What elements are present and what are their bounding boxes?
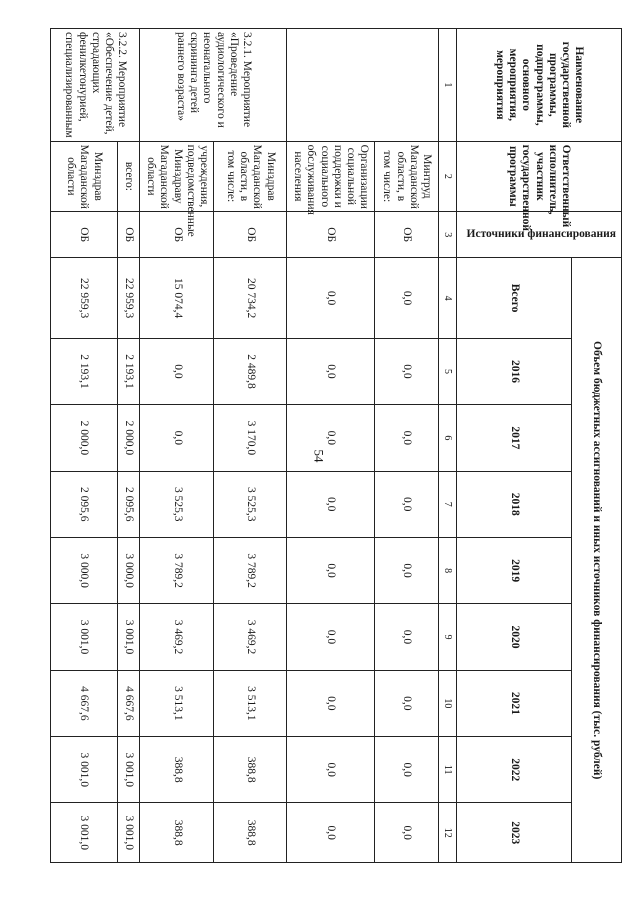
column-index-row [439, 29, 457, 863]
value-cell: 0,0 [374, 604, 438, 670]
header-year: 2020 [456, 604, 572, 670]
value-cell: 0,0 [287, 670, 375, 736]
table-row [374, 29, 438, 863]
column-index: 9 [439, 604, 457, 670]
source-cell: ОБ [214, 212, 287, 258]
value-cell: 2 095,6 [51, 471, 118, 537]
header-year: 2021 [456, 670, 572, 736]
source-cell: ОБ [287, 212, 375, 258]
value-cell: 3 001,0 [117, 737, 140, 803]
value-cell: 4 667,6 [117, 670, 140, 736]
value-cell: 0,0 [374, 258, 438, 338]
value-cell: 3 170,0 [214, 405, 287, 471]
column-index: 8 [439, 537, 457, 603]
column-index: 3 [439, 212, 457, 258]
value-cell: 0,0 [374, 803, 438, 863]
header-year: 2023 [456, 803, 572, 863]
value-cell: 3 001,0 [51, 803, 118, 863]
value-cell: 0,0 [287, 537, 375, 603]
page-number: 54 [311, 449, 327, 463]
executor-cell: Минздрав Магаданской области [51, 141, 118, 211]
table-row [117, 29, 140, 863]
value-cell: 3 000,0 [117, 537, 140, 603]
column-index: 5 [439, 338, 457, 404]
column-index: 2 [439, 141, 457, 211]
executor-cell: всего: [117, 141, 140, 211]
value-cell: 0,0 [374, 670, 438, 736]
value-cell: 0,0 [287, 471, 375, 537]
value-cell: 388,8 [140, 737, 214, 803]
value-cell: 0,0 [374, 471, 438, 537]
header-year: 2018 [456, 471, 572, 537]
header-year: 2022 [456, 737, 572, 803]
executor-cell: Минтруд Магаданской области, в том числе: [374, 141, 438, 211]
value-cell: 3 525,3 [214, 471, 287, 537]
value-cell: 2 193,1 [51, 338, 118, 404]
budget-table-sheet [50, 28, 622, 863]
value-cell: 0,0 [374, 737, 438, 803]
value-cell: 3 001,0 [51, 604, 118, 670]
header-name: Наименование государственной программы, подпрограммы, основного мероприятия, мероприятия [456, 29, 621, 142]
column-index: 1 [439, 29, 457, 142]
executor-cell: Организации социальной поддержки и социального обслуживания населения [287, 141, 375, 211]
header-source: Источники финансирования [456, 212, 621, 258]
event-name-cell: 3.2.2. Мероприятие «Обеспечение детей, страдающих фенилкетонурией, специализированным [51, 29, 140, 142]
value-cell: 0,0 [287, 258, 375, 338]
column-index: 11 [439, 737, 457, 803]
value-cell: 2 489,8 [214, 338, 287, 404]
value-cell: 0,0 [287, 604, 375, 670]
column-index: 6 [439, 405, 457, 471]
event-name-cell: 3.2.1. Мероприятие «Проведение аудиологического и неонатального скрининга детей раннего возраста» [140, 29, 287, 142]
header-year: 2017 [456, 405, 572, 471]
value-cell: 2 193,1 [117, 338, 140, 404]
value-cell: 2 095,6 [117, 471, 140, 537]
value-cell: 3 001,0 [117, 604, 140, 670]
value-cell: 15 074,4 [140, 258, 214, 338]
header-volume: Объем бюджетных ассигнований и иных источников финансирования (тыс. рублей) [572, 258, 622, 863]
value-cell: 2 000,0 [51, 405, 118, 471]
source-cell: ОБ [140, 212, 214, 258]
value-cell: 0,0 [287, 338, 375, 404]
value-cell: 3 469,2 [140, 604, 214, 670]
value-cell: 0,0 [374, 405, 438, 471]
value-cell: 0,0 [374, 537, 438, 603]
value-cell: 22 959,3 [117, 258, 140, 338]
table-row [287, 29, 375, 863]
value-cell: 3 513,1 [214, 670, 287, 736]
value-cell: 3 001,0 [51, 737, 118, 803]
header-year: 2019 [456, 537, 572, 603]
source-cell: ОБ [51, 212, 118, 258]
table-row [51, 29, 118, 863]
value-cell: 3 789,2 [140, 537, 214, 603]
value-cell: 0,0 [140, 405, 214, 471]
value-cell: 22 959,3 [51, 258, 118, 338]
source-cell: ОБ [117, 212, 140, 258]
value-cell: 4 667,6 [51, 670, 118, 736]
value-cell: 0,0 [374, 338, 438, 404]
executor-cell: Минздрав Магаданской области, в том числе: [214, 141, 287, 211]
budget-table [50, 28, 622, 863]
header-total: Всего [456, 258, 572, 338]
value-cell: 388,8 [214, 803, 287, 863]
table-row [140, 29, 214, 863]
header-year: 2016 [456, 338, 572, 404]
executor-cell: учреждения, подведомственные Минздраву Магаданской области [140, 141, 214, 211]
value-cell: 388,8 [214, 737, 287, 803]
header-executor: Ответственный исполнитель, участник государственной программы [456, 141, 621, 211]
value-cell: 3 001,0 [117, 803, 140, 863]
value-cell: 0,0 [287, 803, 375, 863]
table-row [214, 29, 287, 863]
column-index: 10 [439, 670, 457, 736]
value-cell: 3 513,1 [140, 670, 214, 736]
value-cell: 3 000,0 [51, 537, 118, 603]
value-cell: 0,0 [140, 338, 214, 404]
value-cell: 388,8 [140, 803, 214, 863]
value-cell: 0,0 [287, 405, 375, 471]
value-cell: 0,0 [287, 737, 375, 803]
name-cell-empty [287, 29, 439, 142]
column-index: 12 [439, 803, 457, 863]
value-cell: 2 000,0 [117, 405, 140, 471]
source-cell: ОБ [374, 212, 438, 258]
column-index: 4 [439, 258, 457, 338]
value-cell: 3 469,2 [214, 604, 287, 670]
value-cell: 3 525,3 [140, 471, 214, 537]
column-index: 7 [439, 471, 457, 537]
value-cell: 3 789,2 [214, 537, 287, 603]
value-cell: 20 734,2 [214, 258, 287, 338]
